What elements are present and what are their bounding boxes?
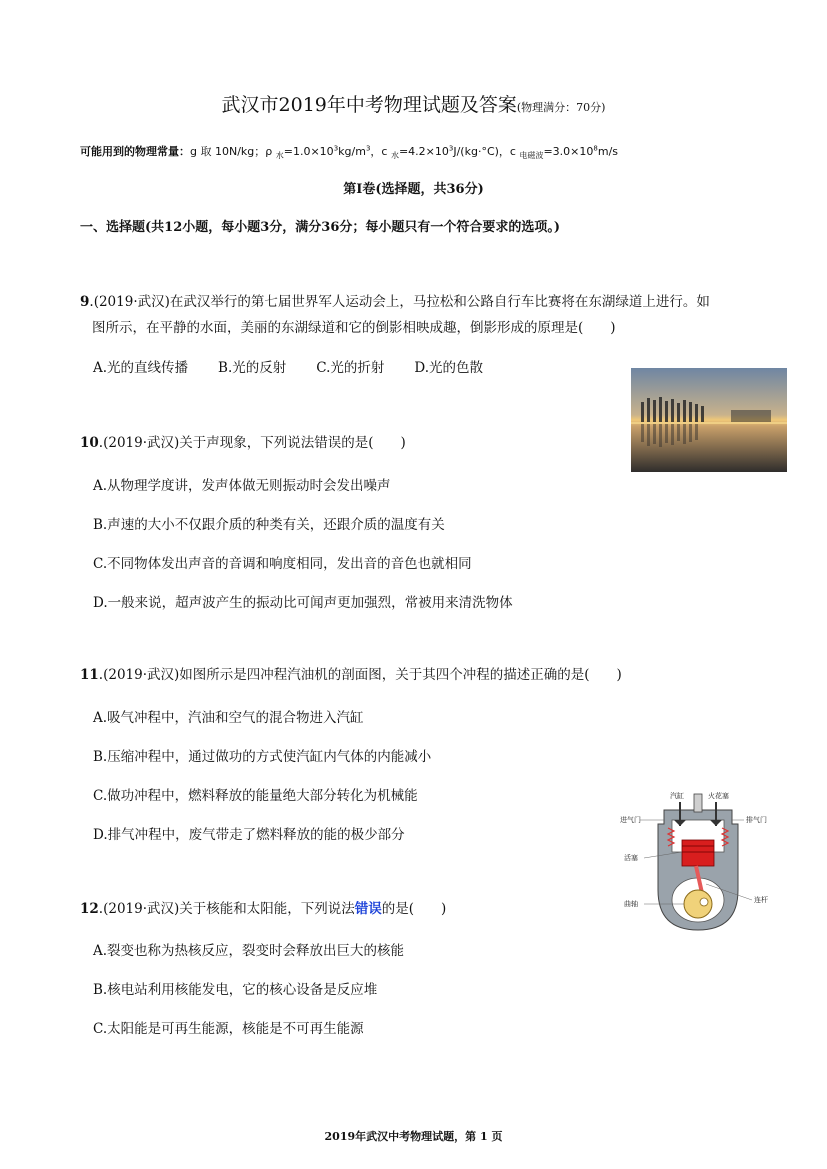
lake-reflection-photo xyxy=(631,368,787,472)
sup-3-c: 3 xyxy=(448,144,454,153)
option-d: D.光的色散 xyxy=(414,360,484,376)
option-d: D.一般来说，超声波产生的振动比可闻声更加强烈，常被用来清洗物体 xyxy=(93,595,513,611)
engine-diagram xyxy=(618,780,778,936)
spark-plug-icon xyxy=(694,794,702,812)
question-stem: .(2019·武汉)关于声现象，下列说法错误的是( ) xyxy=(98,435,406,451)
const-g-rho: g 取 10N/kg；ρ xyxy=(190,145,276,158)
question-11 xyxy=(80,662,622,688)
question-stem: .(2019·武汉)关于核能和太阳能，下列说法 xyxy=(98,901,355,917)
question-10 xyxy=(80,430,406,456)
label-piston: 活塞 xyxy=(624,854,638,862)
section-title: 一、选择题(共12小题，每小题3分，满分36分；每小题只有一个符合要求的选项。) xyxy=(80,220,561,235)
physical-constants xyxy=(80,143,618,161)
option-c: C.太阳能是可再生能源，核能是不可再生能源 xyxy=(93,1021,364,1037)
option-c: C.光的折射 xyxy=(316,360,385,376)
question-number: 9 xyxy=(80,294,90,310)
question-stem-end: 的是( ) xyxy=(381,901,447,917)
title-note: (物理满分：70分) xyxy=(516,101,606,114)
volume-title: 第Ⅰ卷(选择题，共36分) xyxy=(343,182,484,197)
const-c-label: ，c xyxy=(370,145,391,158)
const-c-val: =4.2×10 xyxy=(398,145,449,158)
label-rod: 连杆 xyxy=(754,896,768,904)
option-b: B.核电站利用核能发电，它的核心设备是反应堆 xyxy=(93,982,378,998)
question-number: 10 xyxy=(80,435,99,451)
const-rho-unit: kg/m xyxy=(338,145,366,158)
const-em-val: =3.0×10 xyxy=(543,145,594,158)
question-stem: .(2019·武汉)在武汉举行的第七届世界军人运动会上，马拉松和公路自行车比赛将在东湖绿道上进行。如 xyxy=(89,294,710,310)
const-rho-val: =1.0×10 xyxy=(283,145,334,158)
emphasis-wrong: 错误 xyxy=(354,901,382,917)
sup-3-a: 3 xyxy=(333,144,339,153)
option-b: B.压缩冲程中，通过做功的方式使汽缸内气体的内能减小 xyxy=(93,749,432,765)
option-b: B.光的反射 xyxy=(218,360,287,376)
page-title xyxy=(0,90,827,117)
option-a: A.从物理学度讲，发声体做无则振动时会发出噪声 xyxy=(93,478,391,494)
label-spark: 火花塞 xyxy=(708,792,729,800)
label-cylinder: 汽缸 xyxy=(670,792,684,800)
question-number: 12 xyxy=(80,901,99,917)
question-12 xyxy=(80,896,446,922)
constants-label: 可能用到的物理常量： xyxy=(80,145,190,158)
question-9 xyxy=(80,289,710,341)
option-a: A.吸气冲程中，汽油和空气的混合物进入汽缸 xyxy=(93,710,364,726)
option-c: C.做功冲程中，燃料释放的能量绝大部分转化为机械能 xyxy=(93,788,418,804)
sub-em: 电磁波 xyxy=(519,151,544,161)
question-stem: .(2019·武汉)如图所示是四冲程汽油机的剖面图，关于其四个冲程的描述正确的是( ) xyxy=(98,667,622,683)
q9-options xyxy=(93,356,513,376)
sup-3-b: 3 xyxy=(365,144,371,153)
label-exhaust: 排气门 xyxy=(746,816,767,824)
sub-water-1: 水 xyxy=(275,151,284,161)
sup-8: 8 xyxy=(593,144,598,153)
const-em-unit: m/s xyxy=(597,145,619,158)
option-a: A.光的直线传播 xyxy=(93,360,189,376)
title-text: 武汉市2019年中考物理试题及答案 xyxy=(221,94,517,116)
option-c: C.不同物体发出声音的音调和响度相同，发出音的音色也就相同 xyxy=(93,556,472,572)
page-footer: 2019年武汉中考物理试题，第 1 页 xyxy=(324,1130,503,1143)
question-stem-cont: 图所示，在平静的水面，美丽的东湖绿道和它的倒影相映成趣，倒影形成的原理是( ) xyxy=(92,320,616,336)
question-number: 11 xyxy=(80,667,99,683)
const-c-unit: J/(kg·°C)，c xyxy=(453,145,520,158)
label-intake: 进气门 xyxy=(620,816,641,824)
sub-water-2: 水 xyxy=(390,151,399,161)
lake-reflection-image xyxy=(631,368,787,472)
option-a: A.裂变也称为热核反应，裂变时会释放出巨大的核能 xyxy=(93,943,405,959)
piston-icon xyxy=(682,840,714,866)
option-b: B.声速的大小不仅跟介质的种类有关，还跟介质的温度有关 xyxy=(93,517,445,533)
label-crank: 曲轴 xyxy=(624,900,638,908)
option-d: D.排气冲程中，废气带走了燃料释放的能的极少部分 xyxy=(93,827,405,843)
